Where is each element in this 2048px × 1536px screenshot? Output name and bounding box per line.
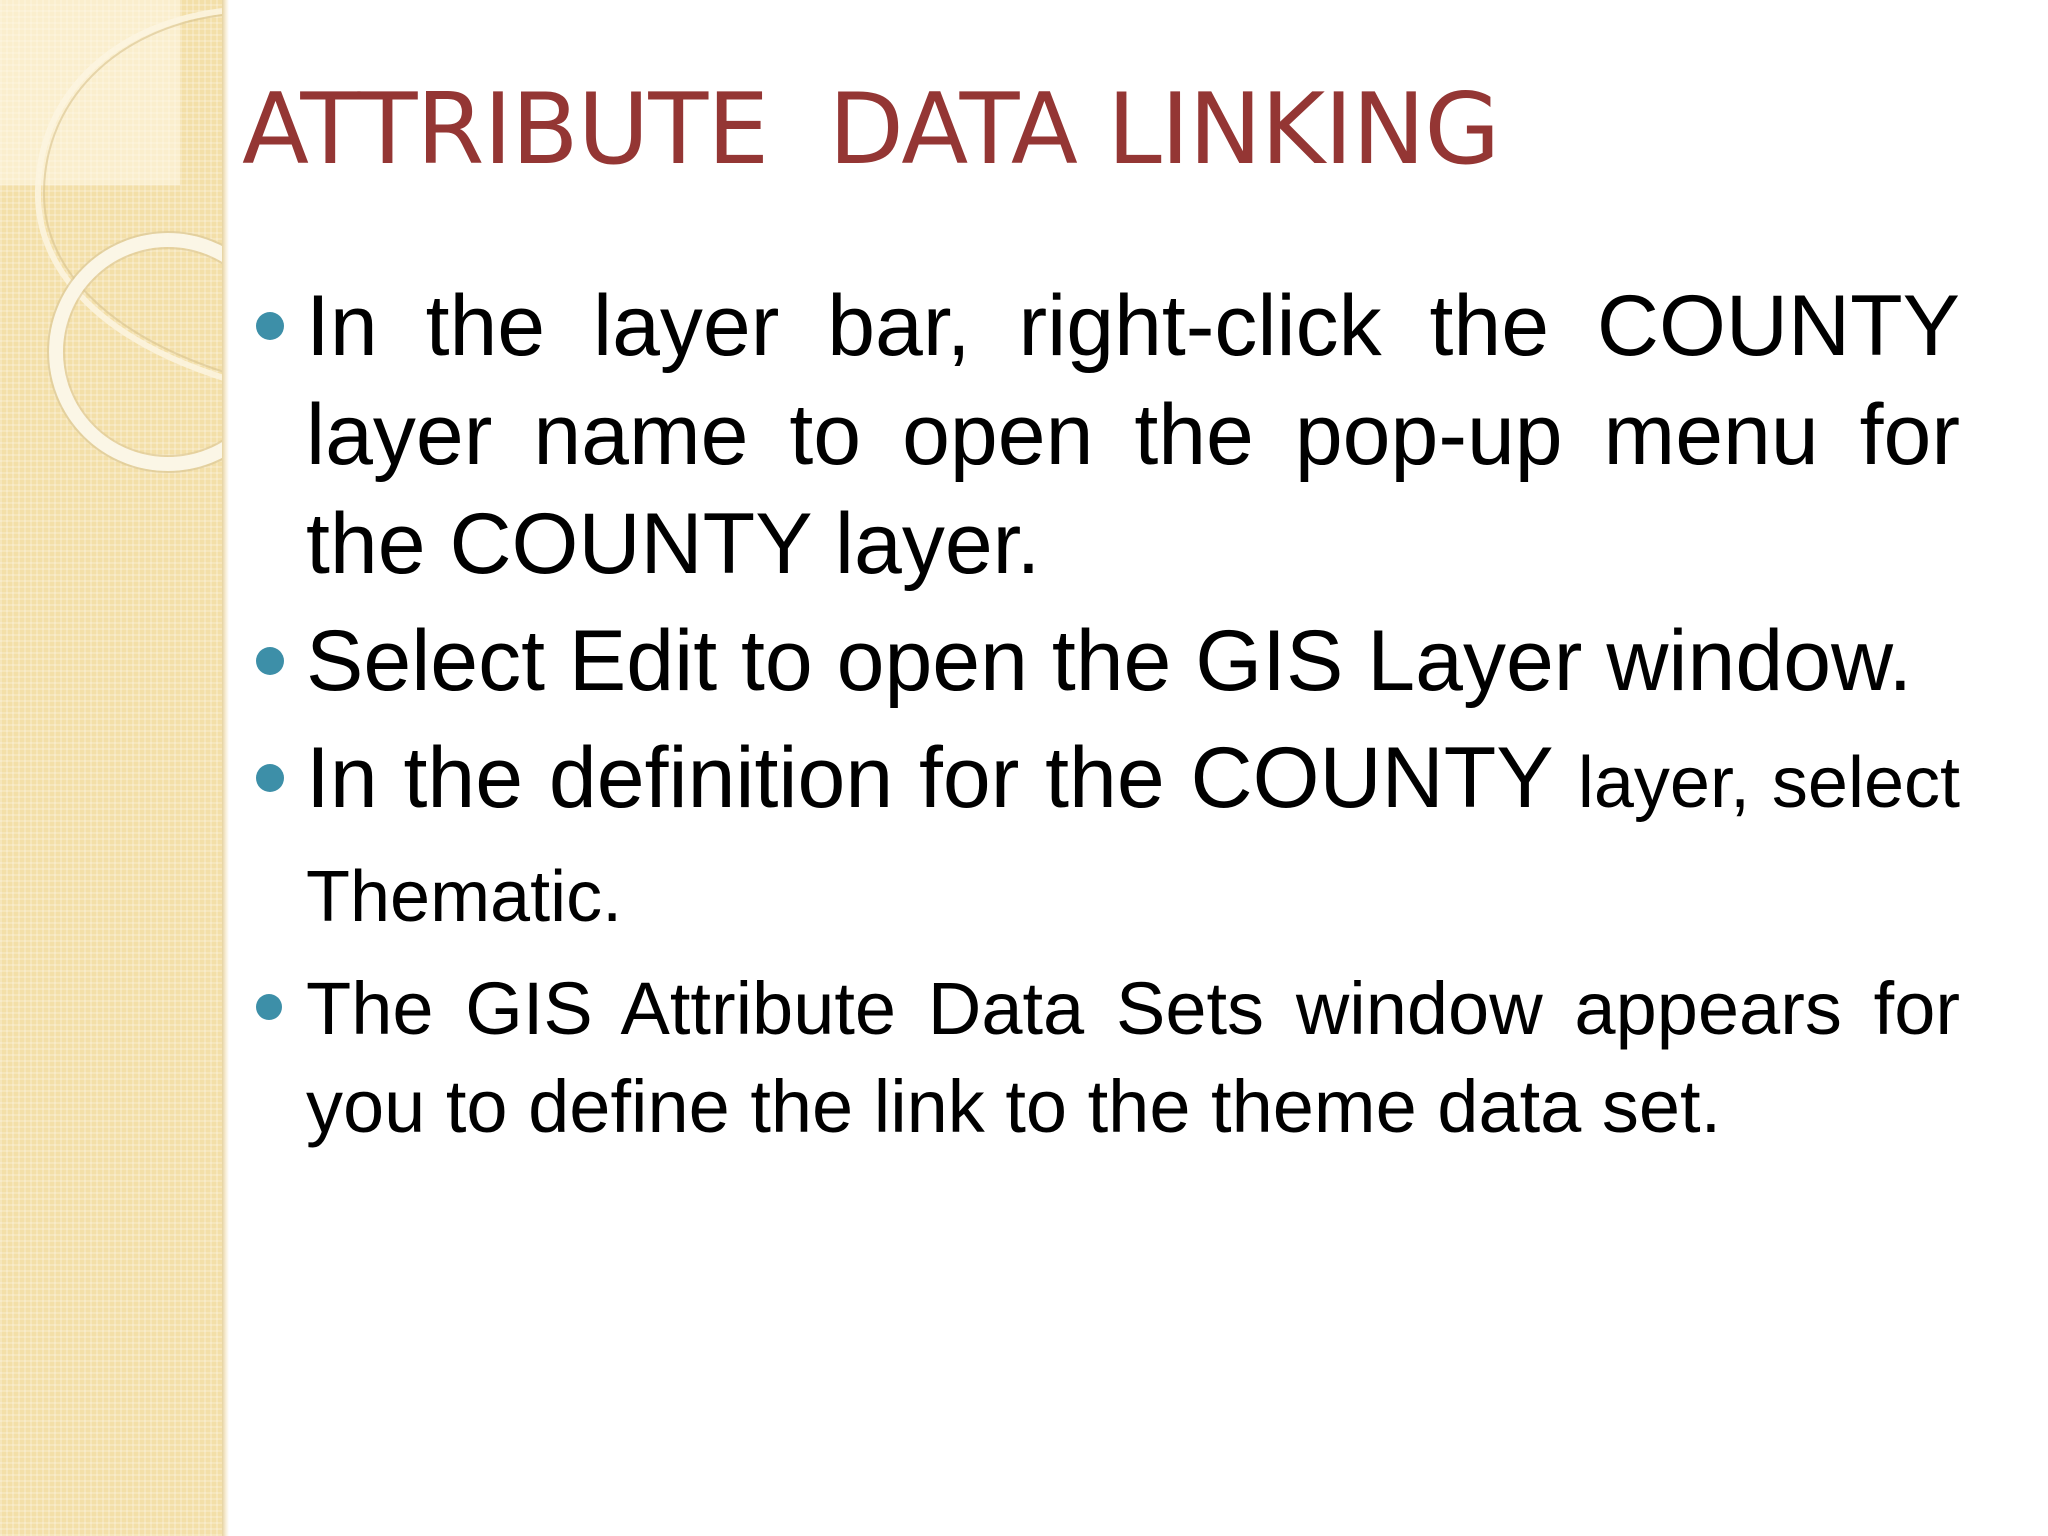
decorative-side-panel: [0, 0, 228, 1536]
slide-title: ATTRIBUTE DATA LINKING: [242, 73, 1500, 187]
bullet-dot-icon: [256, 647, 284, 675]
bullet-item: [248, 960, 1960, 1156]
bullet-item: [248, 607, 1960, 716]
bullet-dot-icon: [256, 764, 284, 792]
bullet-item: [248, 272, 1960, 599]
bullet-text: The GIS Attribute Data Sets window appears for you to define the link to the theme data set.: [306, 967, 1960, 1148]
bullet-text: Select Edit to open the GIS Layer window.: [306, 613, 1913, 709]
bullet-dot-icon: [256, 312, 284, 340]
bullet-text: In the layer bar, right-click the COUNTY layer name to open the pop-up menu for the COUNTY layer.: [306, 278, 1960, 592]
circle-ornament: [0, 0, 228, 520]
bullet-list: [248, 272, 1960, 1156]
side-panel-edge: [222, 0, 229, 1536]
bullet-text-main: In the definition for the COUNTY: [306, 730, 1578, 826]
bullet-text-tail: layer, select Thematic.: [306, 743, 1960, 937]
bullet-item: [248, 724, 1960, 952]
bullet-dot-icon: [256, 994, 282, 1020]
